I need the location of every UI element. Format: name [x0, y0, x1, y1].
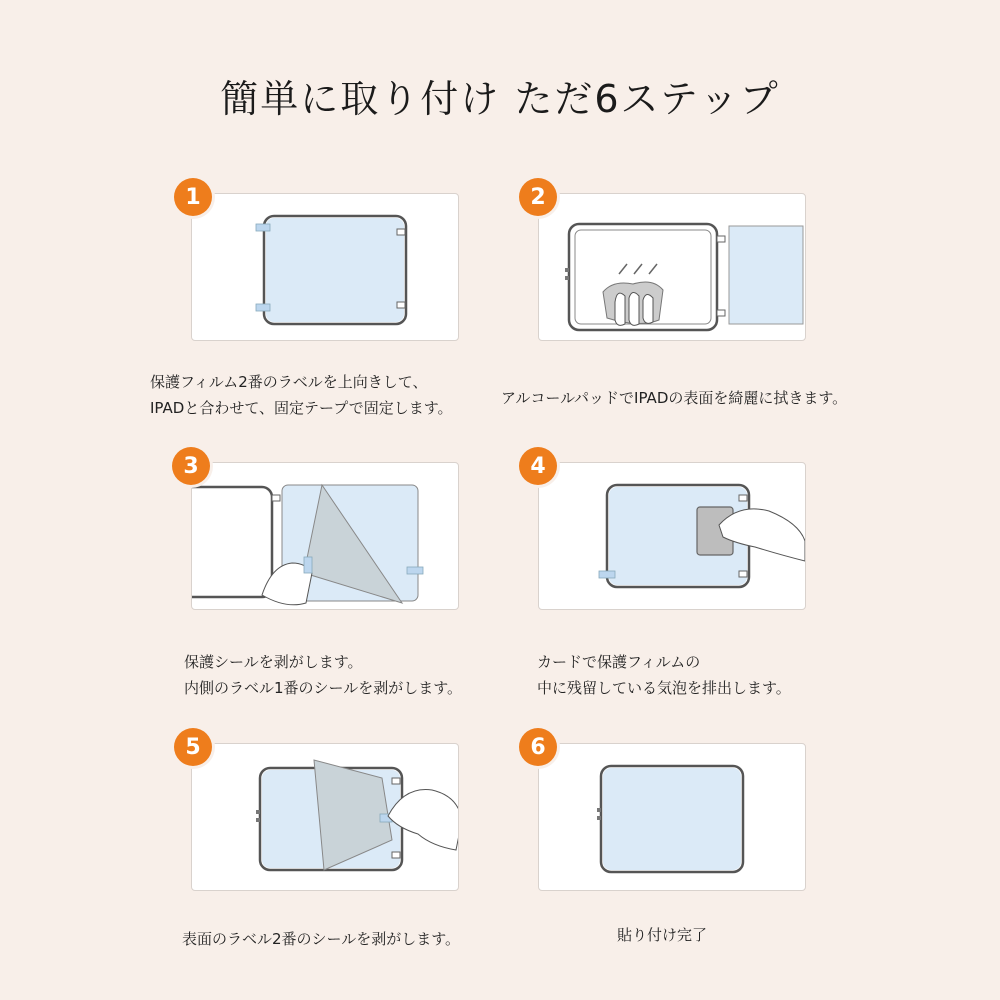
step-2-illustration-card — [538, 193, 806, 341]
step-1-caption-line-2: IPADと合わせて、固定テープで固定します。 — [150, 399, 453, 417]
step-2-caption-line-1: アルコールパッドでIPADの表面を綺麗に拭きます。 — [501, 389, 848, 407]
step-2-caption — [501, 385, 847, 411]
step-3-caption-line-1: 保護シールを剥がします。 — [184, 653, 363, 671]
step-5-caption-line-1: 表面のラベル2番のシールを剥がします。 — [182, 930, 461, 948]
card-squeegee-illustration — [539, 463, 805, 609]
completed-tablet-illustration — [539, 744, 805, 890]
peel-outer-seal-illustration — [192, 744, 458, 890]
step-3-badge: 3 — [172, 447, 210, 485]
step-2-badge: 2 — [519, 178, 557, 216]
wipe-screen-illustration — [539, 194, 805, 340]
step-1-illustration-card — [191, 193, 459, 341]
step-3-caption — [184, 649, 462, 701]
tablet-with-film-illustration — [192, 194, 458, 340]
step-5-illustration-card — [191, 743, 459, 891]
step-4-caption-line-1: カードで保護フィルムの — [537, 653, 701, 671]
step-1-badge: 1 — [174, 178, 212, 216]
step-4-badge: 4 — [519, 447, 557, 485]
step-4-caption — [537, 649, 791, 701]
step-3-illustration-card — [191, 462, 459, 610]
step-1-caption-line-1: 保護フィルム2番のラベルを上向きして、 — [150, 373, 428, 391]
step-6-caption-line-1: 貼り付け完了 — [617, 926, 708, 944]
page-title: 簡単に取り付け ただ6ステップ — [220, 77, 780, 121]
peel-inner-seal-illustration — [192, 463, 458, 609]
step-1-caption — [150, 369, 453, 421]
step-3-caption-line-2: 内側のラベル1番のシールを剥がします。 — [184, 679, 463, 697]
step-6-caption — [617, 922, 707, 948]
step-5-caption — [182, 926, 460, 952]
step-4-illustration-card — [538, 462, 806, 610]
step-6-badge: 6 — [519, 728, 557, 766]
step-5-badge: 5 — [174, 728, 212, 766]
step-4-caption-line-2: 中に残留している気泡を排出します。 — [537, 679, 791, 697]
step-6-illustration-card — [538, 743, 806, 891]
